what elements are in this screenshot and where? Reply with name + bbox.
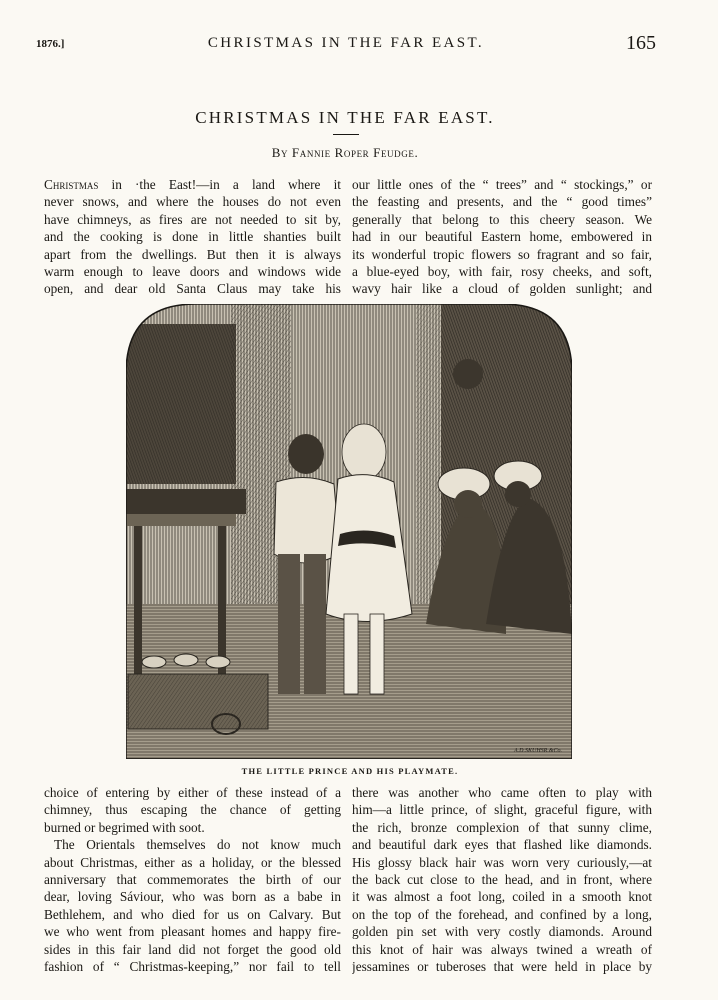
column-top-right bbox=[352, 176, 652, 298]
column-bottom-right bbox=[352, 784, 652, 975]
text-line: the rich, bronze complexion of that sunny clime, bbox=[352, 819, 652, 835]
text-line: warm enough to leave doors and windows wide bbox=[44, 263, 341, 279]
text-line: His glossy black hair was worn very curiously,—at bbox=[352, 854, 652, 870]
text-line: have chimneys, as fires are not needed to sit by, bbox=[44, 211, 341, 227]
text-line: on the top of the forehead, and confined by a long, bbox=[352, 906, 652, 922]
byline-prefix: By bbox=[271, 145, 289, 160]
text-line: wavy hair like a cloud of golden sunlight; and bbox=[352, 281, 652, 297]
text-line: fashion of “ Christmas-keeping,” nor fail to tell bbox=[44, 958, 341, 974]
text-line: about Christmas, either as a holiday, or the blessed bbox=[44, 854, 341, 870]
text-line: burned or begrimed with soot. bbox=[44, 819, 205, 835]
text-line: this knot of hair was always twined a wreath of bbox=[352, 941, 652, 957]
text-line: and beautiful dark eyes that flashed like diamonds. bbox=[352, 837, 652, 853]
engraving bbox=[126, 304, 572, 759]
running-head bbox=[36, 32, 656, 52]
illustration bbox=[126, 304, 572, 759]
column-top-left-lines bbox=[44, 193, 341, 297]
text-line: him—a little prince, of slight, graceful figure, with bbox=[352, 802, 652, 818]
text-line bbox=[44, 176, 341, 193]
title-rule bbox=[333, 134, 359, 135]
first-line-rest: in ·the East!—in a land where it bbox=[98, 177, 341, 192]
text-line: golden pin set with very costly diamonds. Around bbox=[352, 924, 652, 940]
text-line: we who went from pleasant homes and happy fire- bbox=[44, 924, 341, 940]
text-line: anniversary that commemorates the birth of our bbox=[44, 871, 341, 887]
text-line: chimney, thus escaping the chance of getting bbox=[44, 802, 341, 818]
text-line: dear, loving Sáviour, who was born as a babe in bbox=[44, 889, 341, 905]
text-line: there was another who came often to play with bbox=[352, 785, 652, 800]
article-title: CHRISTMAS IN THE FAR EAST. bbox=[195, 108, 495, 127]
text-line: the back cut close to the head, and in front, where bbox=[352, 871, 652, 887]
text-line: it was almost a foot long, coiled in a smooth knot bbox=[352, 889, 652, 905]
byline-author: Fannie Roper Feudge. bbox=[291, 145, 419, 160]
column-bottom-left bbox=[44, 784, 341, 975]
figure-caption: THE LITTLE PRINCE AND HIS PLAYMATE. bbox=[241, 766, 459, 776]
column-top-left bbox=[44, 176, 341, 298]
text-line: sides in this fair land did not forget the good old bbox=[44, 941, 341, 957]
lead-word: Christmas bbox=[44, 177, 99, 192]
text-line: open, and dear old Santa Claus may take his bbox=[44, 281, 341, 297]
text-line: our little ones of the “ trees” and “ stockings,” or bbox=[352, 177, 652, 192]
text-line: the feasting and presents, and the “ good times” bbox=[352, 194, 652, 210]
running-head-title: CHRISTMAS IN THE FAR EAST. bbox=[207, 35, 485, 51]
text-line: jessamines or tuberoses that were held in place by bbox=[352, 958, 652, 974]
text-line: choice of entering by either of these instead of a bbox=[44, 785, 341, 800]
page-number: 165 bbox=[626, 32, 656, 54]
text-line: and the cooking is done in little shanties built bbox=[44, 229, 341, 245]
text-line: never snows, and where the houses do not even bbox=[44, 194, 341, 210]
byline bbox=[0, 145, 690, 161]
text-line: The Orientals themselves do not know much bbox=[54, 837, 341, 853]
running-head-year: 1876.] bbox=[36, 38, 65, 50]
text-line: apart from the dwellings. But then it is always bbox=[44, 246, 341, 262]
text-line: had in our beautiful Eastern home, embowered in bbox=[352, 229, 652, 245]
text-line: generally that belong to this cheery season. We bbox=[352, 211, 652, 227]
text-line: its wonderful tropic flowers so fragrant and so fair, bbox=[352, 246, 652, 262]
text-line: Bethlehem, and who died for us on Calvary. But bbox=[44, 906, 341, 922]
text-line: a blue-eyed boy, with fair, rosy cheeks, and soft, bbox=[352, 263, 652, 279]
engraver-signature: A.D.SKUHSR.&Co. bbox=[514, 748, 562, 754]
